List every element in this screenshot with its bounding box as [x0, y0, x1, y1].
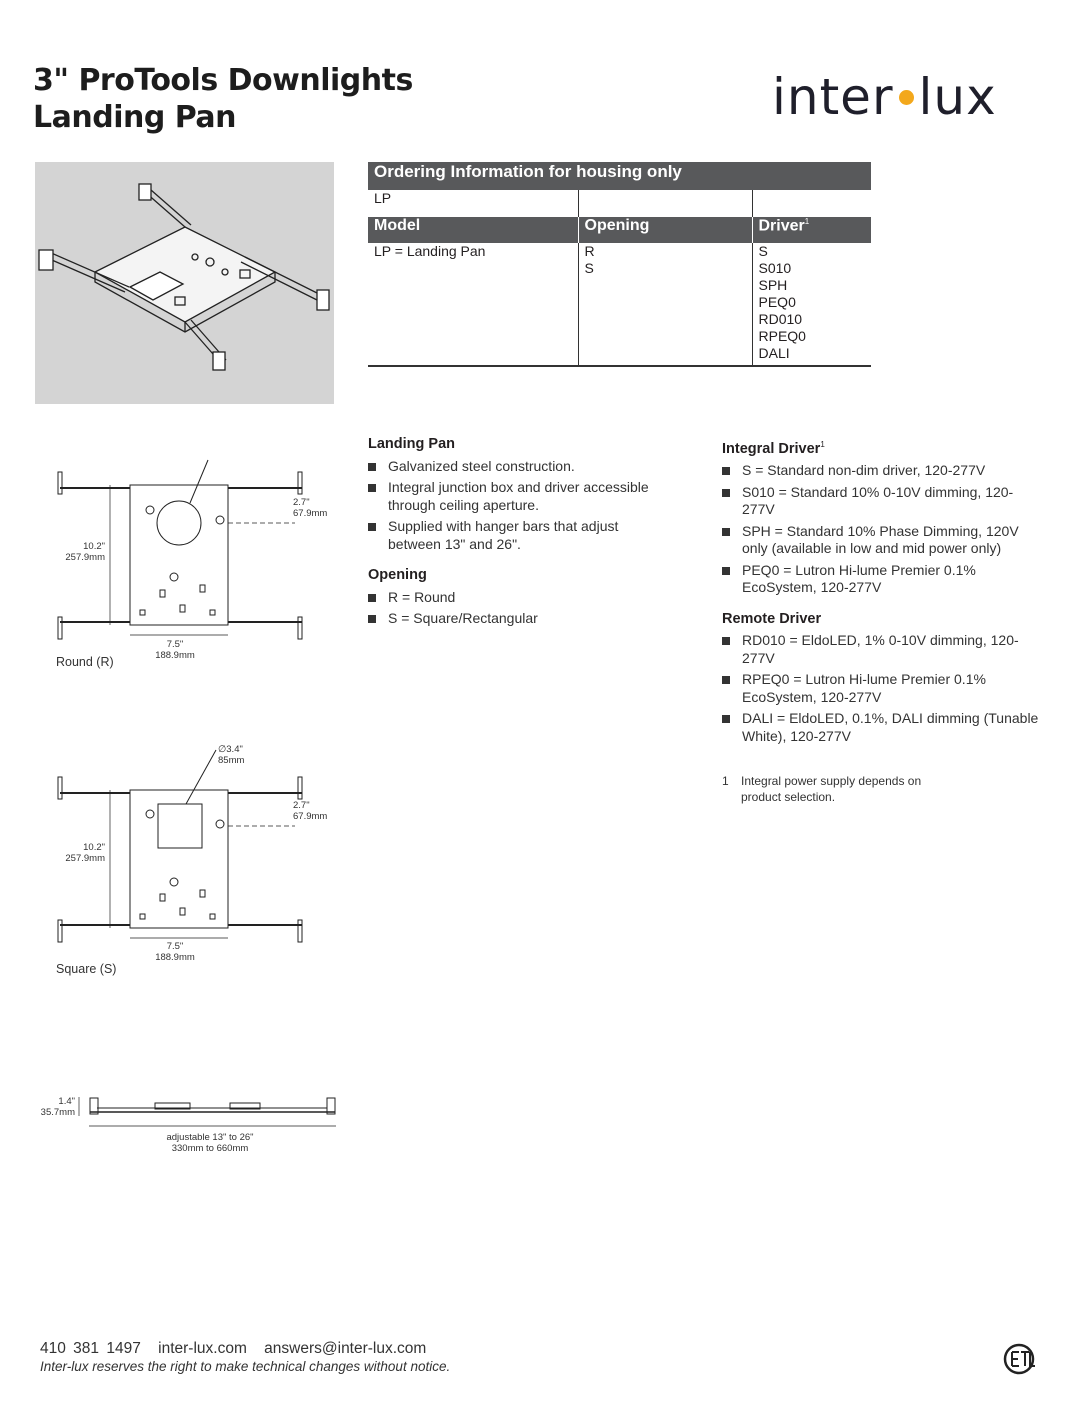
- list-item: S = Square/Rectangular: [368, 610, 668, 628]
- list-item: R = Round: [368, 589, 668, 607]
- round-offset-dim: [293, 497, 327, 519]
- side-diagram: [35, 1090, 345, 1160]
- round-width-dim: [150, 639, 200, 661]
- dim-mm: 257.9mm: [65, 853, 105, 864]
- list-item: SPH = Standard 10% Phase Dimming, 120V only (available in low and mid power only): [722, 523, 1042, 558]
- round-caption: Round (R): [56, 655, 114, 669]
- dim-inches: 1.4": [58, 1096, 75, 1107]
- driver-footnote-ref: 1: [804, 217, 810, 226]
- footer-email-link[interactable]: answers@inter-lux.com: [264, 1340, 427, 1357]
- opening-value: R: [584, 243, 595, 259]
- landing-pan-heading: Landing Pan: [368, 436, 455, 452]
- opening-value: S: [584, 260, 594, 276]
- side-height-dim: [35, 1096, 75, 1118]
- page-title: [33, 62, 413, 136]
- square-diagram: [40, 742, 340, 982]
- dim-inches: 2.7": [293, 800, 310, 811]
- opening-list: [368, 589, 668, 628]
- list-item: DALI = EldoLED, 0.1%, DALI dimming (Tunable White), 120-277V: [722, 710, 1042, 745]
- ordering-prefix-row: [368, 190, 871, 217]
- remote-driver-list: [722, 632, 1042, 745]
- landing-pan-illustration-icon: [35, 162, 334, 404]
- title-line-2: Landing Pan: [33, 100, 237, 135]
- dim-inches: 7.5": [166, 941, 184, 952]
- logo-left: inter: [772, 68, 894, 126]
- footer-web-link[interactable]: inter-lux.com: [158, 1340, 247, 1357]
- logo-right: lux: [918, 68, 997, 126]
- landing-pan-list: [368, 458, 668, 554]
- integral-driver-heading: [722, 436, 1042, 458]
- ordering-prefix-blank: [752, 190, 871, 217]
- square-caption: Square (S): [56, 962, 117, 976]
- model-values: [368, 243, 578, 366]
- footnote-text: Integral power supply depends on product selection.: [741, 774, 922, 804]
- dim-mm: 85mm: [218, 755, 245, 766]
- footnote: [722, 773, 962, 805]
- dim-mm: 67.9mm: [293, 508, 328, 519]
- driver-values: [752, 243, 871, 366]
- title-line-1: 3" ProTools Downlights: [33, 63, 413, 98]
- square-height-dim: [62, 842, 105, 864]
- dim-mm: 188.9mm: [155, 952, 195, 963]
- list-item: RPEQ0 = Lutron Hi-lume Premier 0.1% EcoSystem, 120-277V: [722, 671, 1042, 706]
- dim-inches: 10.2": [83, 842, 105, 853]
- round-diagram: [40, 455, 340, 675]
- driver-value: RD010: [758, 311, 803, 327]
- dim-mm: 257.9mm: [65, 552, 105, 563]
- ordering-table: [368, 162, 871, 367]
- column-header-driver: [752, 217, 871, 243]
- dim-mm: 188.9mm: [155, 650, 195, 661]
- ordering-title-row: [368, 162, 871, 190]
- integral-driver-title: Integral Driver: [722, 440, 821, 457]
- model-value: LP = Landing Pan: [374, 243, 486, 259]
- dim-inches: ∅3.4": [218, 744, 243, 755]
- ordering-values-row: [368, 243, 871, 366]
- column-header-model: Model: [368, 217, 578, 243]
- square-opening-dim: [218, 744, 244, 766]
- etl-listed-icon: [1003, 1343, 1043, 1375]
- integral-driver-footnote-ref: 1: [820, 440, 825, 449]
- footer-phone: 410 381 1497: [40, 1340, 141, 1357]
- integral-driver-list: [722, 462, 1042, 597]
- ordering-header-row: [368, 217, 871, 243]
- dim-mm: 330mm to 660mm: [171, 1143, 249, 1154]
- square-width-dim: [150, 941, 200, 963]
- side-view-drawing-icon: [35, 1090, 345, 1130]
- square-offset-dim: [293, 800, 327, 822]
- logo-dot-icon: [899, 90, 914, 105]
- ordering-prefix-blank: [578, 190, 752, 217]
- opening-values: [578, 243, 752, 366]
- dim-inches: adjustable 13" to 26": [166, 1132, 254, 1143]
- driver-value: DALI: [758, 345, 790, 361]
- driver-value: SPH: [758, 277, 788, 293]
- dim-inches: 10.2": [83, 541, 105, 552]
- list-item: Galvanized steel construction.: [368, 458, 668, 476]
- driver-label: Driver: [758, 217, 805, 235]
- dim-mm: 35.7mm: [40, 1107, 75, 1118]
- interlux-logo: [772, 68, 997, 126]
- list-item: Integral junction box and driver accessible through ceiling aperture.: [368, 479, 668, 514]
- driver-value: RPEQ0: [758, 328, 806, 344]
- driver-section: [722, 436, 1042, 759]
- list-item: RD010 = EldoLED, 1% 0-10V dimming, 120-277V: [722, 632, 1042, 667]
- list-item: Supplied with hanger bars that adjust between 13" and 26".: [368, 518, 668, 553]
- landing-pan-section: [368, 436, 668, 642]
- column-header-opening: Opening: [578, 217, 752, 243]
- footer-contact: [40, 1340, 426, 1358]
- footer-disclaimer: Inter-lux reserves the right to make technical changes without notice.: [40, 1359, 451, 1374]
- product-image: [35, 162, 334, 404]
- driver-value: S010: [758, 260, 792, 276]
- dim-inches: 2.7": [293, 497, 310, 508]
- driver-value: PEQ0: [758, 294, 796, 310]
- list-item: PEQ0 = Lutron Hi-lume Premier 0.1% EcoSystem, 120-277V: [722, 562, 1042, 597]
- list-item: S = Standard non-dim driver, 120-277V: [722, 462, 1042, 480]
- side-adjust-dim: [135, 1132, 285, 1154]
- dim-mm: 67.9mm: [293, 811, 328, 822]
- dim-inches: 7.5": [166, 639, 184, 650]
- ordering-prefix: LP: [368, 190, 578, 217]
- opening-heading: Opening: [368, 567, 427, 583]
- list-item: S010 = Standard 10% 0-10V dimming, 120-277V: [722, 484, 1042, 519]
- remote-driver-heading: Remote Driver: [722, 610, 822, 627]
- footnote-number: 1: [722, 774, 729, 788]
- driver-value: S: [758, 243, 768, 259]
- round-height-dim: [62, 541, 105, 563]
- ordering-title: Ordering Information for housing only: [368, 162, 871, 190]
